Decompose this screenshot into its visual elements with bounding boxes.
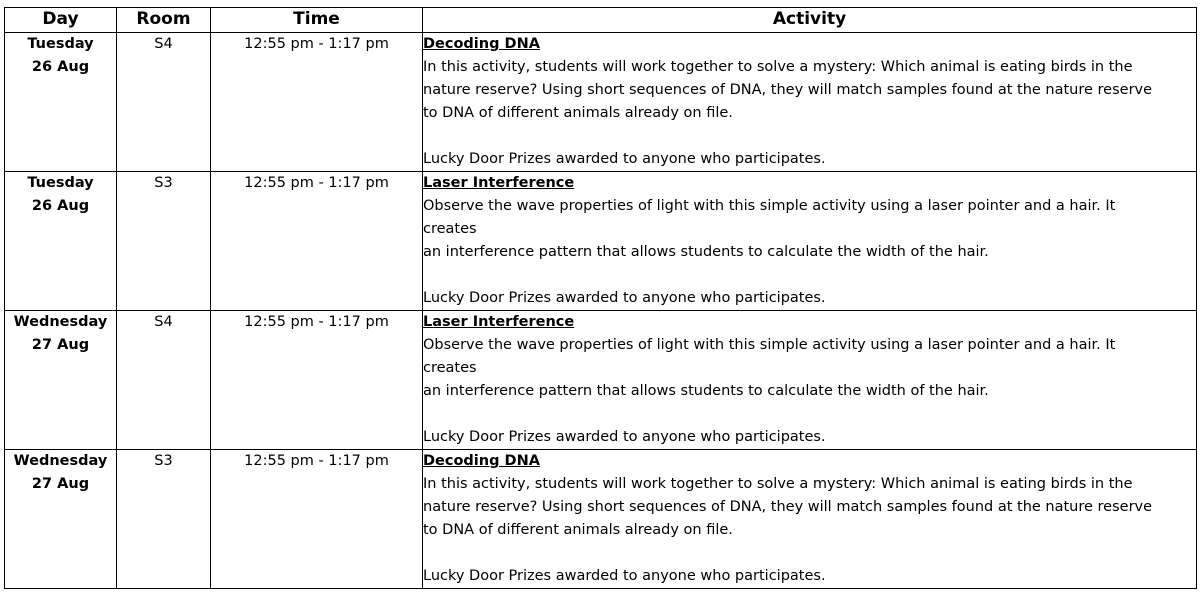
day-cell: [5, 311, 117, 450]
activity-title: Laser Interference: [423, 314, 575, 330]
activity-title: Decoding DNA: [423, 453, 540, 469]
activity-line: nature reserve? Using short sequences of DNA, they will match samples found at the nature reserve: [423, 82, 1153, 98]
activity-prize: Lucky Door Prizes awarded to anyone who participates.: [423, 568, 826, 584]
day-name: Tuesday: [27, 175, 94, 191]
activity-prize: Lucky Door Prizes awarded to anyone who participates.: [423, 290, 826, 306]
activity-prize: Lucky Door Prizes awarded to anyone who participates.: [423, 429, 826, 445]
room-cell: S4: [117, 33, 211, 172]
activity-cell: [423, 450, 1197, 589]
day-date: 26 Aug: [31, 59, 90, 75]
activity-line: creates: [423, 360, 477, 376]
day-name: Tuesday: [27, 36, 94, 52]
header-day: Day: [5, 8, 117, 33]
day-date: 27 Aug: [31, 337, 90, 353]
header-row: [5, 8, 1197, 33]
activity-line: to DNA of different animals already on file.: [423, 522, 733, 538]
day-cell: [5, 33, 117, 172]
schedule-table: [4, 7, 1197, 589]
header-activity: Activity: [423, 8, 1197, 33]
activity-cell: [423, 172, 1197, 311]
activity-line: In this activity, students will work together to solve a mystery: Which animal is eating birds in the: [423, 476, 1133, 492]
time-cell: 12:55 pm - 1:17 pm: [211, 450, 423, 589]
activity-line: Observe the wave properties of light with this simple activity using a laser pointer and a hair. It: [423, 337, 1116, 353]
day-name: Wednesday: [13, 453, 108, 469]
day-name: Wednesday: [13, 314, 108, 330]
activity-line: nature reserve? Using short sequences of DNA, they will match samples found at the nature reserve: [423, 499, 1153, 515]
table-row: [5, 450, 1197, 589]
activity-title: Laser Interference: [423, 175, 575, 191]
room-cell: S3: [117, 172, 211, 311]
activity-prize: Lucky Door Prizes awarded to anyone who participates.: [423, 151, 826, 167]
header-time: Time: [211, 8, 423, 33]
header-room: Room: [117, 8, 211, 33]
activity-line: creates: [423, 221, 477, 237]
activity-line: to DNA of different animals already on file.: [423, 105, 733, 121]
time-cell: 12:55 pm - 1:17 pm: [211, 172, 423, 311]
activity-line: Observe the wave properties of light with this simple activity using a laser pointer and a hair. It: [423, 198, 1116, 214]
activity-line: an interference pattern that allows students to calculate the width of the hair.: [423, 244, 989, 260]
room-cell: S4: [117, 311, 211, 450]
table-row: [5, 33, 1197, 172]
day-date: 26 Aug: [31, 198, 90, 214]
day-cell: [5, 172, 117, 311]
time-cell: 12:55 pm - 1:17 pm: [211, 33, 423, 172]
day-cell: [5, 450, 117, 589]
time-cell: 12:55 pm - 1:17 pm: [211, 311, 423, 450]
table-row: [5, 172, 1197, 311]
activity-cell: [423, 311, 1197, 450]
activity-line: an interference pattern that allows students to calculate the width of the hair.: [423, 383, 989, 399]
table-row: [5, 311, 1197, 450]
room-cell: S3: [117, 450, 211, 589]
activity-line: In this activity, students will work together to solve a mystery: Which animal is eating birds in the: [423, 59, 1133, 75]
day-date: 27 Aug: [31, 476, 90, 492]
activity-cell: [423, 33, 1197, 172]
activity-title: Decoding DNA: [423, 36, 540, 52]
